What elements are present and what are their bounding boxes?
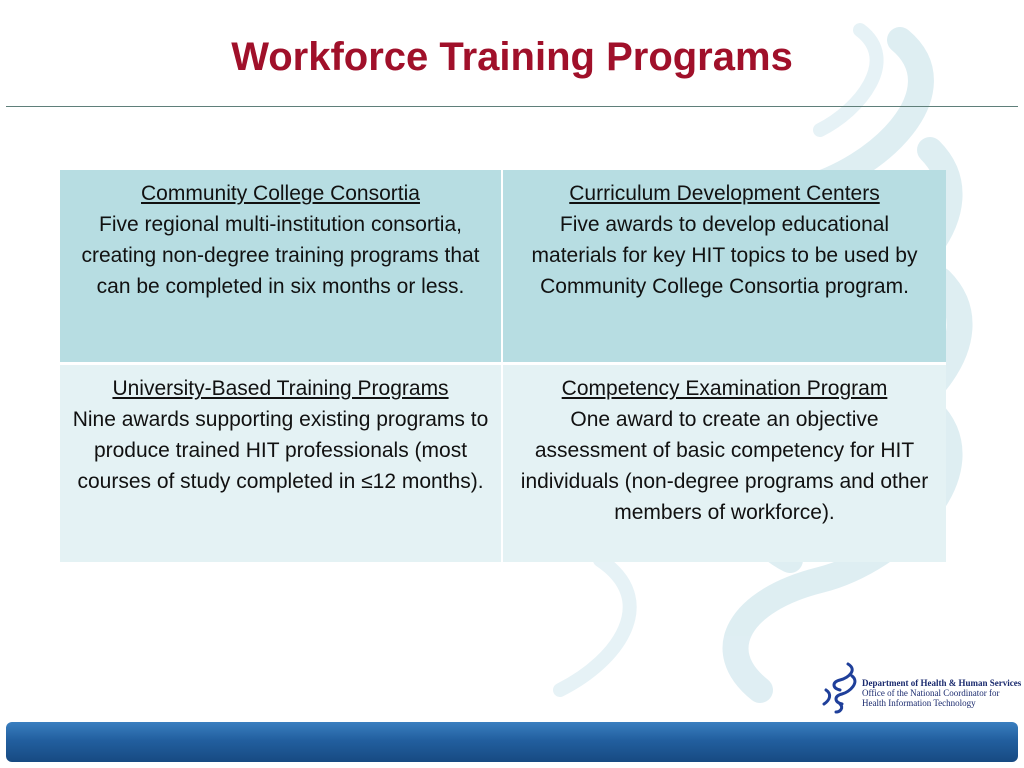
- logo-text: [862, 678, 1022, 708]
- cell-heading: Community College Consortia: [141, 182, 420, 205]
- logo-line-2: Office of the National Coordinator for: [862, 688, 1000, 698]
- cell-body: Five awards to develop educational materials for key HIT topics to be used by Community College Consortia program.: [531, 213, 918, 298]
- cell-heading: University-Based Training Programs: [112, 377, 449, 400]
- footer-bar: [6, 722, 1018, 762]
- table-cell-curriculum-development: [503, 170, 946, 365]
- logo-line-1: Department of Health & Human Services: [862, 678, 1022, 688]
- slide-title: Workforce Training Programs: [231, 35, 793, 79]
- cell-body: Nine awards supporting existing programs to produce trained HIT professionals (most courses of study completed in ≤12 months).: [72, 408, 489, 493]
- hhs-eagle-icon: [818, 660, 862, 714]
- table-cell-university-based: [60, 365, 503, 562]
- table-cell-community-college: [60, 170, 503, 365]
- table-cell-competency-examination: [503, 365, 946, 562]
- cell-body: One award to create an objective assessment of basic competency for HIT individuals (non-degree programs and other members of workforce).: [520, 408, 929, 524]
- programs-table: [60, 170, 946, 562]
- cell-heading: Competency Examination Program: [561, 377, 888, 400]
- logo-line-3: Health Information Technology: [862, 698, 976, 708]
- cell-body: Five regional multi-institution consortia, creating non-degree training programs that can be completed in six months or less.: [81, 213, 480, 298]
- hhs-onc-logo: [818, 660, 1022, 714]
- cell-heading: Curriculum Development Centers: [569, 182, 880, 205]
- title-divider: [6, 106, 1018, 107]
